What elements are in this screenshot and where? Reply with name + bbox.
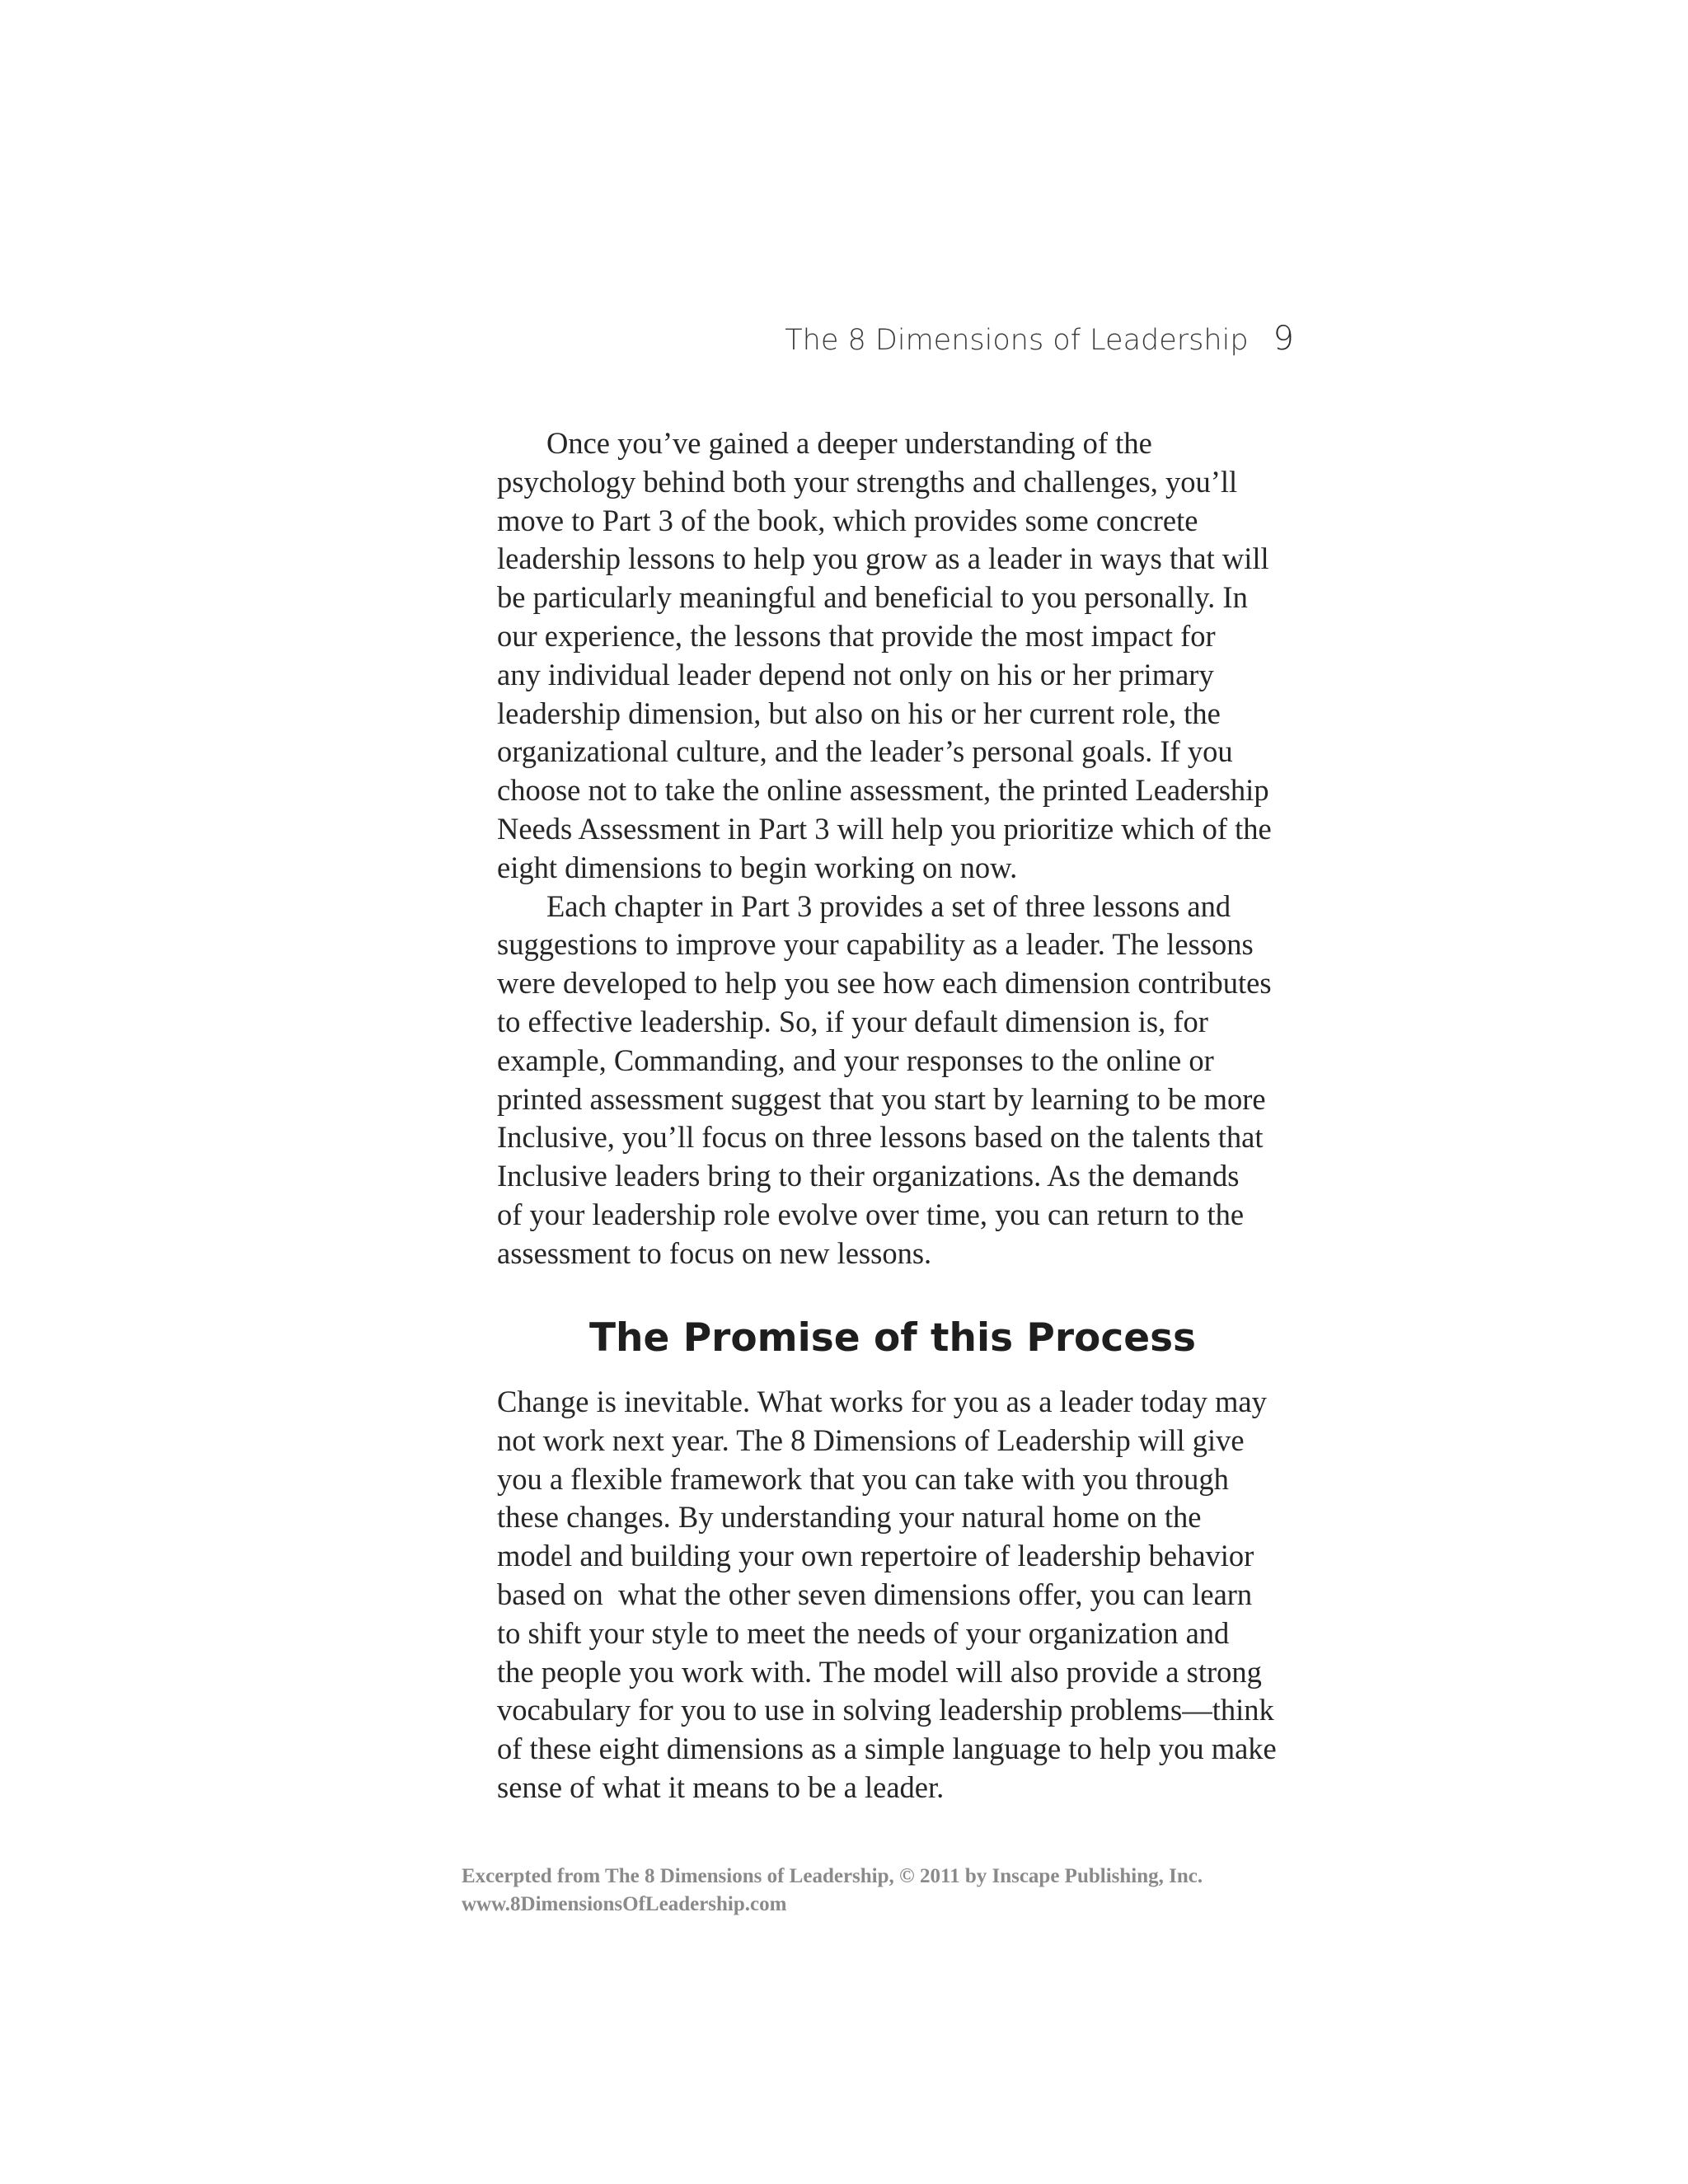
running-head-title: The 8 Dimensions of Leadership	[785, 324, 1249, 357]
paragraph-1-line: choose not to take the online assessment, the printed Leadership	[497, 773, 1269, 808]
website-url: www.8DimensionsOfLeadership.com	[462, 1893, 787, 1915]
paragraph-3-line: vocabulary for you to use in solving leadership problems—think	[497, 1693, 1274, 1727]
paragraph-3-line: based on what the other seven dimensions offer, you can learn	[497, 1577, 1253, 1611]
paragraph-2-line: of your leadership role evolve over time, you can return to the	[497, 1197, 1245, 1231]
paragraph-1-line: psychology behind both your strengths and challenges, you’ll	[497, 464, 1238, 499]
page-number: 9	[1273, 320, 1294, 358]
paragraph-2-line: suggestions to improve your capability as a leader. The lessons	[497, 927, 1254, 962]
paragraph-3-line: to shift your style to meet the needs of your organization and	[497, 1615, 1230, 1650]
paragraph-2-line: assessment to focus on new lessons.	[497, 1235, 932, 1270]
excerpt-footer	[462, 1863, 1203, 1919]
body-section-2	[497, 1383, 1288, 1807]
paragraph-3-line: the people you work with. The model will also provide a strong	[497, 1654, 1262, 1689]
copyright-notice: Excerpted from The 8 Dimensions of Leadership, © 2011 by Inscape Publishing, Inc.	[462, 1865, 1203, 1887]
paragraph-1-line: our experience, the lessons that provide the most impact for	[497, 618, 1216, 653]
paragraph-1-line: move to Part 3 of the book, which provides some concrete	[497, 503, 1198, 537]
running-head	[785, 320, 1294, 358]
paragraph-2-line: Inclusive leaders bring to their organizations. As the demands	[497, 1159, 1240, 1193]
paragraph-1-line: leadership dimension, but also on his or her current role, the	[497, 696, 1221, 730]
paragraph-3-line: not work next year. The 8 Dimensions of Leadership will give	[497, 1422, 1245, 1457]
paragraph-3-line: of these eight dimensions as a simple language to help you make	[497, 1732, 1277, 1766]
paragraph-1-line: Needs Assessment in Part 3 will help you prioritize which of the	[497, 811, 1272, 846]
section-heading: The Promise of this Process	[588, 1315, 1197, 1361]
paragraph-1-line: be particularly meaningful and beneficial to you personally. In	[497, 580, 1248, 615]
paragraph-1-line: Once you’ve gained a deeper understanding of the	[546, 426, 1152, 460]
paragraph-1-line: any individual leader depend not only on his or her primary	[497, 657, 1214, 691]
paragraph-2-line: printed assessment suggest that you start by learning to be more	[497, 1081, 1266, 1116]
paragraph-2-line: Each chapter in Part 3 provides a set of three lessons and	[546, 888, 1231, 923]
paragraph-3-line: Change is inevitable. What works for you as a leader today may	[497, 1385, 1267, 1418]
paragraph-1-line: leadership lessons to help you grow as a leader in ways that will	[497, 541, 1269, 576]
paragraph-1-line: eight dimensions to begin working on now.	[497, 850, 1018, 884]
paragraph-1-line: organizational culture, and the leader’s personal goals. If you	[497, 734, 1233, 769]
body-section-1	[497, 424, 1288, 1273]
paragraph-2-line: Inclusive, you’ll focus on three lessons based on the talents that	[497, 1120, 1264, 1155]
paragraph-2-line: to effective leadership. So, if your default dimension is, for	[497, 1004, 1208, 1038]
paragraph-2-line: were developed to help you see how each dimension contributes	[497, 966, 1272, 1001]
paragraph-3-line: sense of what it means to be a leader.	[497, 1769, 945, 1804]
paragraph-3-line: these changes. By understanding your natural home on the	[497, 1500, 1202, 1535]
paragraph-3-line: model and building your own repertoire of leadership behavior	[497, 1539, 1254, 1573]
paragraph-3-line: you a flexible framework that you can take with you through	[497, 1461, 1229, 1496]
paragraph-2-line: example, Commanding, and your responses to the online or	[497, 1043, 1214, 1077]
